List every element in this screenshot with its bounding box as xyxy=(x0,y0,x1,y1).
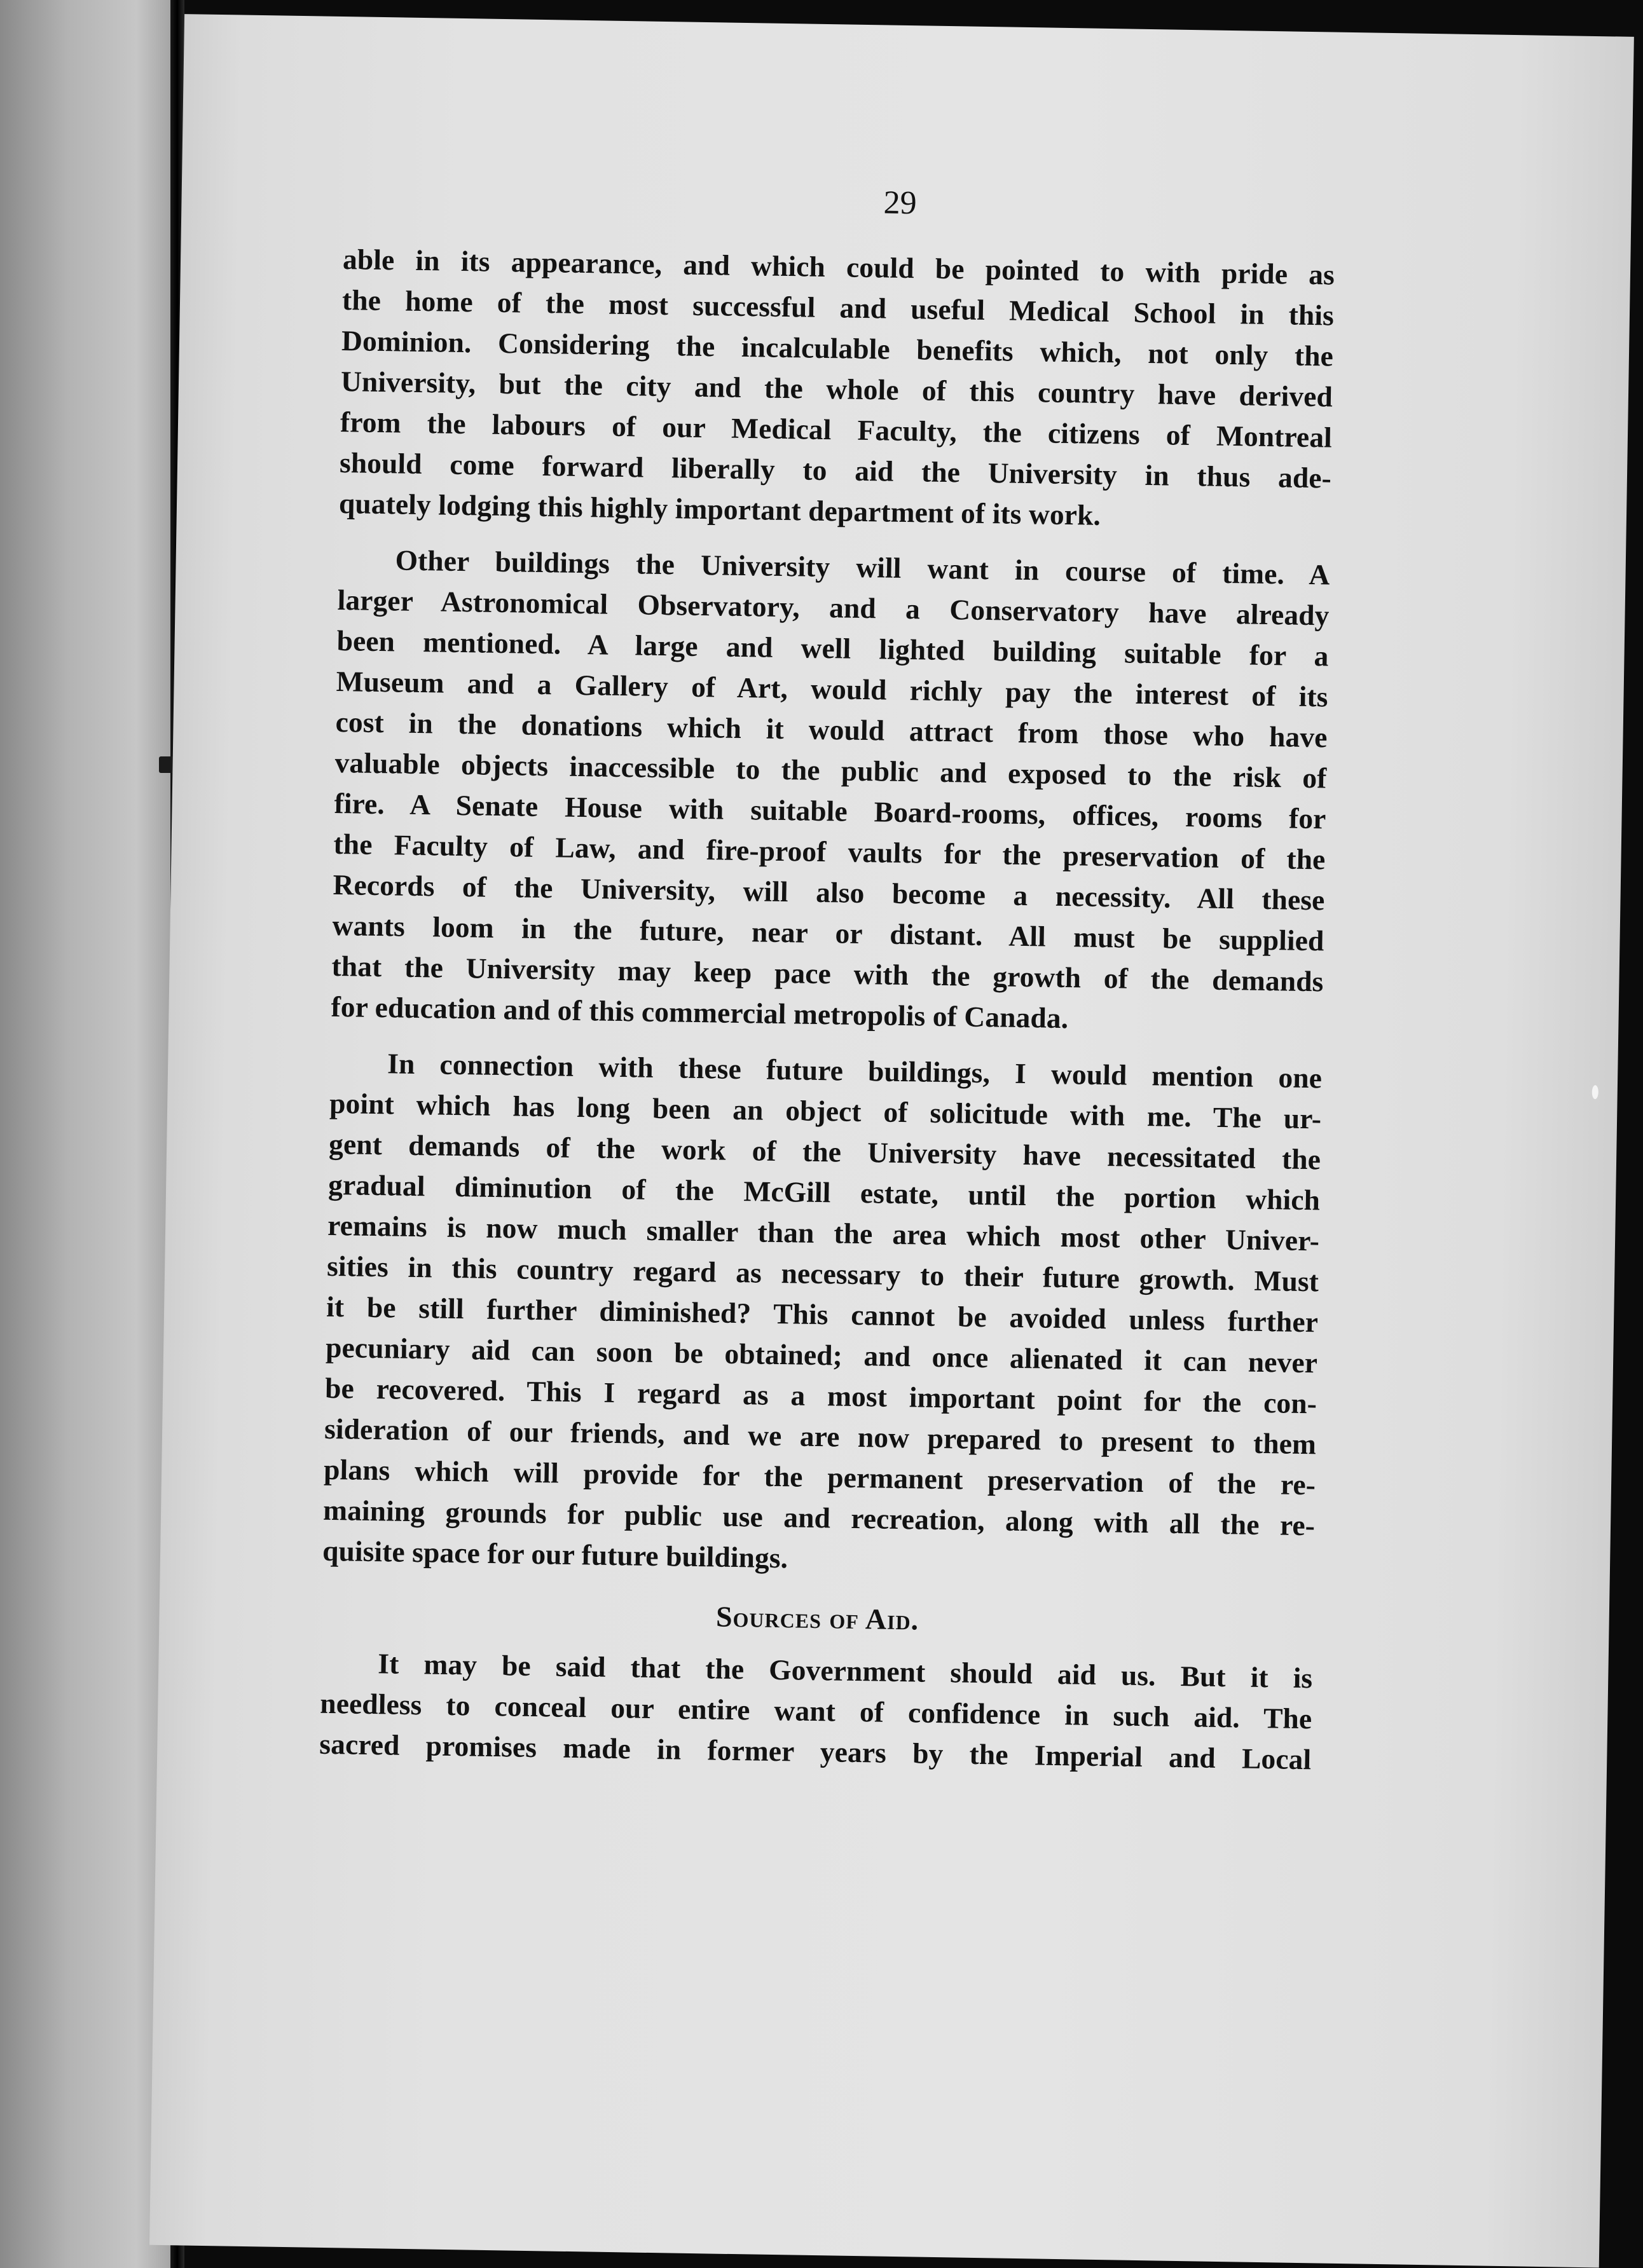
text-line: sacred promises made in former years by the Imperial and Local xyxy=(319,1727,1312,1776)
text-line: that the University may keep pace with the growth of the demands xyxy=(331,949,1324,998)
paragraph-1 xyxy=(339,239,1335,539)
text-line: sideration of our friends, and we are now prepared to present to them xyxy=(324,1412,1317,1461)
paragraph-2 xyxy=(331,539,1330,1042)
text-line: cost in the donations which it would attract from those who have xyxy=(335,705,1328,754)
text-line: maining grounds for public use and recreation, along with all the re- xyxy=(322,1493,1316,1542)
text-line: fire. A Senate House with suitable Board-rooms, offices, rooms for xyxy=(334,786,1326,835)
text-line: the home of the most successful and useful Medical School in this xyxy=(341,284,1335,332)
text-line: be recovered. This I regard as a most important point for the con- xyxy=(324,1371,1317,1420)
text-line: point which has long been an object of solicitude with me. The ur- xyxy=(329,1086,1322,1135)
text-line: quately lodging this highly important department of its work. xyxy=(338,487,1101,531)
text-line: should come forward liberally to aid the University in thus ade- xyxy=(339,446,1332,495)
previous-page-edge xyxy=(0,0,170,2268)
text-line: Museum and a Gallery of Art, would richly pay the interest of its xyxy=(336,664,1328,713)
text-line: gent demands of the work of the University have necessitated the xyxy=(328,1127,1321,1176)
text-line: able in its appearance, and which could be pointed to with pride as xyxy=(342,243,1335,291)
text-line: remains is now much smaller than the area which most other Univer- xyxy=(327,1208,1320,1257)
text-line: the Faculty of Law, and fire-proof vaults for the preservation of the xyxy=(333,827,1326,876)
page-body xyxy=(319,239,1335,1780)
paragraph-3 xyxy=(322,1042,1323,1587)
text-line: In connection with these future buildings, I would mention one xyxy=(387,1047,1323,1095)
text-line: Other buildings the University will want in course of time. A xyxy=(395,543,1330,591)
text-line: for education and of this commercial metropolis of Canada. xyxy=(331,990,1069,1035)
text-line: larger Astronomical Observatory, and a Conservatory have already xyxy=(337,583,1330,632)
text-line: been mentioned. A large and well lighted building suitable for a xyxy=(336,624,1329,673)
text-line: quisite space for our future buildings. xyxy=(322,1534,788,1575)
text-line: wants loom in the future, near or distant. All must be supplied xyxy=(332,908,1324,957)
text-line: University, but the city and the whole of this country have derived xyxy=(340,365,1333,413)
document-page xyxy=(149,14,1634,2267)
paragraph-4 xyxy=(319,1643,1313,1780)
text-line: pecuniary aid can soon be obtained; and once alienated it can never xyxy=(325,1330,1318,1379)
text-line: Dominion. Considering the incalculable benefits which, not only the xyxy=(341,324,1334,372)
text-line: gradual diminution of the McGill estate, until the portion which xyxy=(327,1168,1321,1217)
page-number: 29 xyxy=(883,184,918,222)
text-line: needless to conceal our entire want of confidence in such aid. The xyxy=(320,1686,1312,1735)
text-line: from the labours of our Medical Faculty, the citizens of Montreal xyxy=(340,406,1333,454)
text-line: It may be said that the Government should aid us. But it is xyxy=(378,1647,1313,1695)
text-line: plans which will provide for the permanent preservation of the re- xyxy=(323,1452,1316,1501)
text-line: valuable objects inaccessible to the public and exposed to the risk of xyxy=(334,746,1327,795)
text-line: Records of the University, will also become a necessity. All these xyxy=(333,868,1325,917)
text-line: it be still further diminished? This cannot be avoided unless further xyxy=(326,1290,1319,1339)
scan-speck xyxy=(1592,1085,1598,1099)
text-line: sities in this country regard as necessary to their future growth. Must xyxy=(326,1249,1319,1298)
section-heading: Sources of Aid. xyxy=(715,1600,919,1636)
